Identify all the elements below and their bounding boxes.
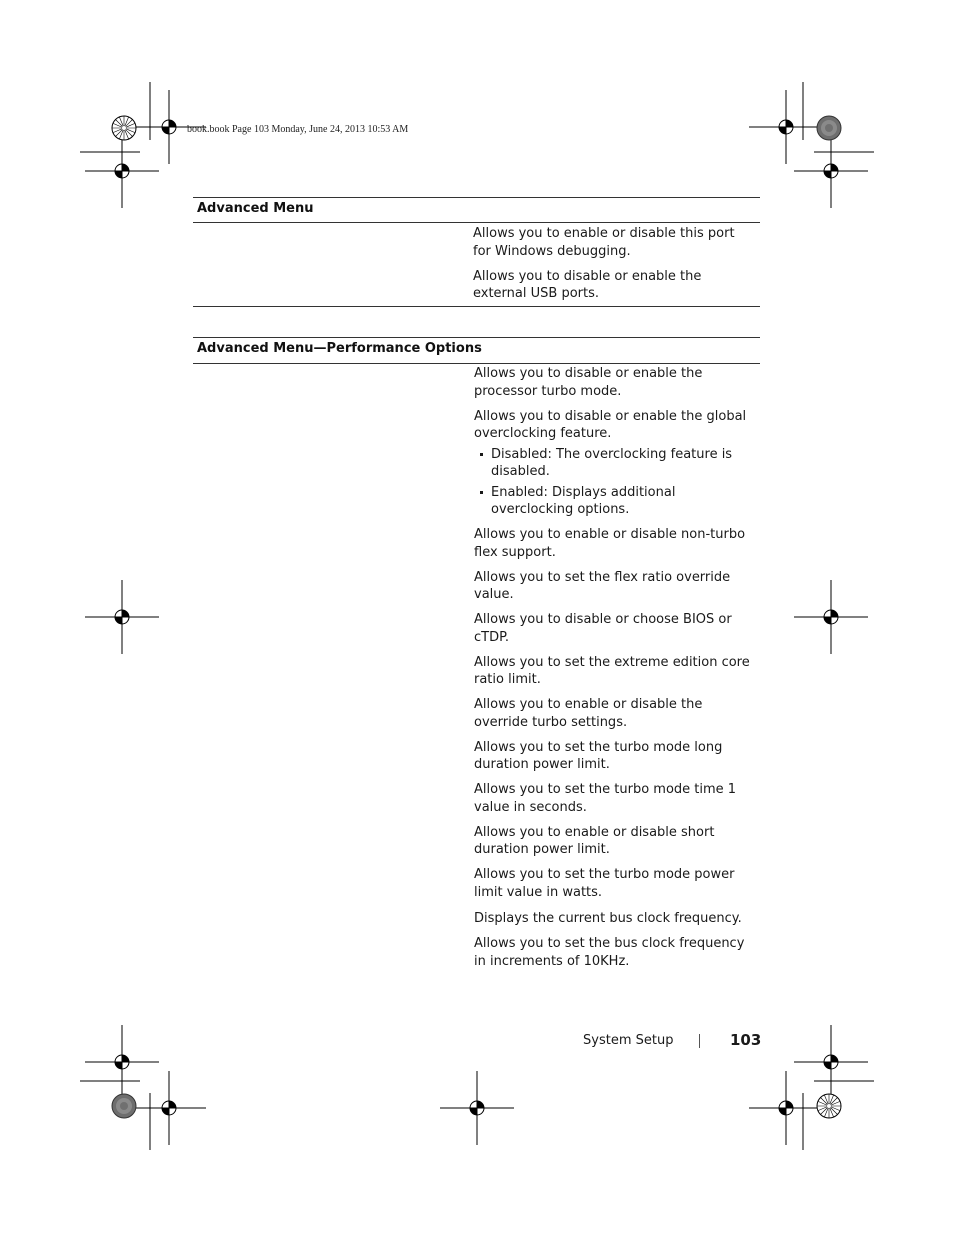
- description-text: Allows you to disable or enable the processor turbo mode.: [474, 366, 703, 399]
- footer-separator: [699, 1034, 700, 1048]
- description-text: Allows you to enable or disable this port for Windows debugging.: [473, 226, 735, 259]
- footer-section-name: System Setup: [583, 1033, 674, 1048]
- description-text: Allows you to set the flex ratio override value.: [474, 569, 731, 602]
- description-text: Allows you to enable or disable short duration power limit.: [474, 824, 715, 857]
- description-text: Allows you to set the extreme edition core ratio limit.: [474, 654, 750, 687]
- bullet-item: Disabled: The overclocking feature is disabled.: [474, 446, 758, 481]
- description-text: Allows you to enable or disable the override turbo settings.: [474, 697, 703, 730]
- description-text: Allows you to disable or enable the external USB ports.: [473, 268, 702, 301]
- description-text: Allows you to enable or disable non-turbo flex support.: [474, 527, 746, 560]
- description-text: Allows you to set the turbo mode time 1 value in seconds.: [474, 782, 737, 815]
- page-number: 103: [730, 1031, 762, 1049]
- bus-clock-descriptions: [474, 910, 758, 978]
- description-text: Allows you to set the turbo mode long duration power limit.: [474, 739, 723, 772]
- table-header-rule: [193, 222, 760, 223]
- description-text: Allows you to disable or choose BIOS or cTDP.: [474, 612, 732, 645]
- description-text: Allows you to set the bus clock frequency in increments of 10KHz.: [474, 936, 745, 969]
- description-text: Allows you to set the turbo mode power limit value in watts.: [474, 867, 735, 900]
- table-bottom-rule: [193, 306, 760, 307]
- description-text: Allows you to disable or enable the global overclocking feature.: [474, 408, 747, 441]
- table-top-rule: [193, 337, 760, 338]
- print-job-header: book.book Page 103 Monday, June 24, 2013 10:53 AM: [187, 124, 409, 135]
- table-header-rule: [193, 363, 760, 364]
- advanced-menu-descriptions: [473, 225, 755, 310]
- bullet-item: Enabled: Displays additional overclocking options.: [474, 484, 758, 519]
- table-top-rule: [193, 197, 760, 198]
- performance-options-descriptions: [474, 365, 758, 909]
- table-title-performance-options: Advanced Menu—Performance Options: [197, 341, 482, 356]
- table-title-advanced-menu: Advanced Menu: [197, 201, 314, 216]
- description-text: Displays the current bus clock frequency.: [474, 911, 742, 926]
